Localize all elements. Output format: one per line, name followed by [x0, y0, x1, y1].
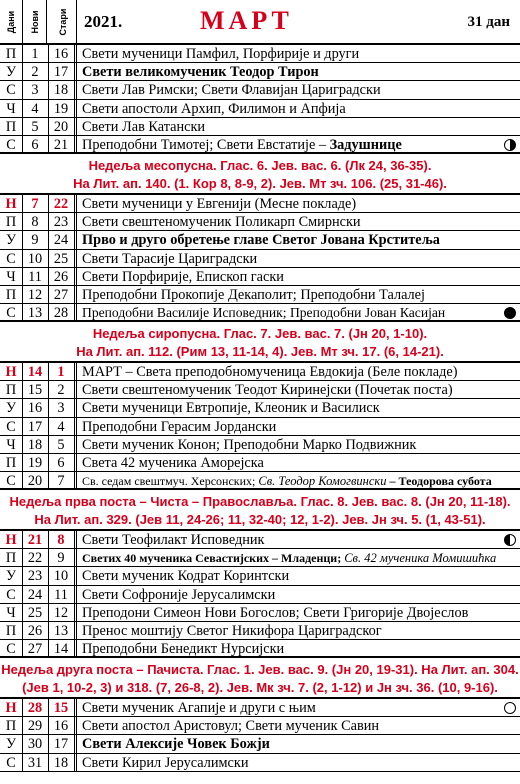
full-moon-icon: [504, 702, 516, 714]
new-date-cell: 17: [22, 418, 49, 435]
feast-text: – Теодорова субота: [386, 474, 492, 489]
feast-text: [82, 136, 500, 154]
feast-text: Свети Алексије Човек Божји: [82, 736, 270, 753]
feast-text: Свети апостоли Архип, Филимон и Апфија: [82, 100, 346, 117]
old-date-cell: 26: [48, 268, 77, 285]
weekday-cell: Ч: [0, 436, 23, 453]
old-date-cell: 27: [48, 286, 77, 303]
new-date-cell: 19: [22, 454, 49, 471]
day-row: [0, 472, 520, 490]
feast-text: Преподобни Прокопије Декаполит; Преподобни Талалеј: [82, 287, 425, 303]
day-row: [0, 250, 520, 268]
day-row: [0, 268, 520, 286]
month-title: МАРТ: [200, 6, 293, 35]
new-date-cell: 22: [22, 549, 49, 566]
day-row: [0, 100, 520, 118]
weekday-cell: С: [0, 640, 23, 656]
last-quarter-moon-icon: [504, 139, 516, 151]
new-date-cell: 28: [22, 699, 49, 716]
sunday-reading-band: [0, 491, 520, 531]
old-date-cell: 12: [48, 604, 77, 621]
weekday-cell: С: [0, 586, 23, 603]
feast-text: Прво и друго обретење главе Светог Јована Крститеља: [82, 232, 440, 249]
sunday-row: [0, 363, 520, 381]
old-date-cell: 16: [48, 45, 77, 62]
old-date-cell: 22: [48, 195, 77, 212]
new-date-cell: 15: [22, 381, 49, 398]
old-date-cell: 15: [48, 699, 77, 716]
weekday-cell: С: [0, 136, 23, 152]
old-date-cell: 25: [48, 250, 77, 267]
reading-line: Недеља сиропусна. Глас. 7. Јев. вас. 7. (Јн 20, 1-10).: [92, 325, 428, 341]
old-date-cell: 28: [48, 304, 77, 320]
new-date-cell: 26: [22, 622, 49, 639]
new-date-cell: 31: [22, 754, 49, 771]
old-date-cell: 17: [48, 63, 77, 80]
old-date-cell: 20: [48, 118, 77, 135]
feast-text: Свети свештеномученик Поликарп Смирнски: [82, 214, 361, 231]
reading-line: Недеља друга поста – Пачиста. Глас. 1. Јев. вас. 9. (Јн 20, 19-31). На Лит. ап. 304.: [1, 661, 519, 677]
feast-text: Задушнице: [329, 137, 402, 153]
reading-line: Недеља месопусна. Глас. 6. Јев. вас. 6. (Лк 24, 36-35).: [88, 157, 432, 173]
feast-text: МАРТ – Света преподобномученица Евдокија (Беле покладе): [82, 364, 458, 380]
weekday-cell: Ч: [0, 268, 23, 285]
weekday-cell: С: [0, 304, 23, 320]
weekday-cell: С: [0, 81, 23, 98]
header-new-col: [24, 0, 47, 43]
weekday-cell: У: [0, 399, 23, 416]
day-row: [0, 418, 520, 436]
old-date-cell: 6: [48, 454, 77, 471]
weekday-cell: П: [0, 45, 23, 62]
feast-text: Преподобни Тимотеј; Свети Евстатије –: [82, 137, 330, 153]
weekday-cell: П: [0, 717, 23, 734]
old-date-cell: 3: [48, 399, 77, 416]
reading-line: (Јев 1, 10-2, 3) и 318. (7, 26-8, 2). Јев. Мк зч. 7. (2, 1-12) и Јн зч. 36. (10, 9-16).: [22, 679, 498, 695]
feast-text: [82, 549, 500, 567]
new-date-cell: 16: [22, 399, 49, 416]
feast-text: Свети мученик Кодрат Коринтски: [82, 568, 290, 585]
new-date-cell: 2: [22, 63, 49, 80]
new-date-cell: 9: [22, 231, 49, 248]
new-date-cell: 27: [22, 640, 49, 656]
new-date-cell: 18: [22, 436, 49, 453]
day-row: [0, 63, 520, 81]
old-date-cell: 2: [48, 381, 77, 398]
old-date-cell: 5: [48, 436, 77, 453]
feast-text: Преподобни Василије Исповедник; Преподобни Јован Касијан: [82, 305, 446, 321]
old-date-cell: 13: [48, 622, 77, 639]
new-date-cell: 4: [22, 100, 49, 117]
old-date-cell: 18: [48, 81, 77, 98]
day-row: [0, 717, 520, 735]
header-label: Нови: [30, 9, 40, 34]
reading-line: На Лит. ап. 140. (1. Кор 8, 8-9, 2). Јев. Мт зч. 106. (25, 31-46).: [73, 175, 447, 191]
weekday-cell: С: [0, 472, 23, 488]
reading-line: На Лит. ап. 329. (Јев 11, 24-26; 11, 32-40; 12, 1-2). Јев. Јн зч. 5. (1, 43-51).: [34, 511, 486, 527]
sunday-reading-band: [0, 155, 520, 195]
day-row: [0, 454, 520, 472]
weekday-cell: С: [0, 250, 23, 267]
weekday-cell: П: [0, 454, 23, 471]
feast-text: Преподони Симеон Нови Богослов; Свети Григорије Двојеслов: [82, 604, 469, 621]
sunday-row: [0, 195, 520, 213]
header-old-col: [50, 0, 77, 43]
weekday-cell: П: [0, 286, 23, 303]
old-date-cell: 10: [48, 567, 77, 584]
new-date-cell: 24: [22, 586, 49, 603]
old-date-cell: 18: [48, 754, 77, 771]
feast-text: Светих 40 мученика Севастијских – Младенци;: [82, 551, 345, 566]
sunday-row: [0, 699, 520, 717]
day-row: [0, 604, 520, 622]
old-date-cell: 4: [48, 418, 77, 435]
new-date-cell: 30: [22, 735, 49, 752]
day-row: [0, 45, 520, 63]
day-row: [0, 381, 520, 399]
feast-text: Свети мученик Агапије и други с њим: [82, 700, 316, 716]
day-row: [0, 640, 520, 658]
days-count: 31 дан: [467, 14, 510, 30]
new-date-cell: 10: [22, 250, 49, 267]
day-row: [0, 136, 520, 154]
weekday-cell: П: [0, 213, 23, 230]
old-date-cell: 21: [48, 136, 77, 152]
new-date-cell: 20: [22, 472, 49, 488]
day-row: [0, 622, 520, 640]
day-row: [0, 81, 520, 99]
new-date-cell: 12: [22, 286, 49, 303]
old-date-cell: 8: [48, 531, 77, 548]
feast-text: Свети Лав Римски; Свети Флавијан Цариградски: [82, 82, 381, 99]
feast-text: Св. Теодор Комогвински: [258, 474, 387, 489]
new-date-cell: 14: [22, 363, 49, 380]
feast-text: Пренос моштију Светог Никифора Цариградског: [82, 623, 382, 639]
sunday-reading-band: [0, 659, 520, 699]
feast-text: Св. 42 мученика Момишићка: [344, 551, 497, 566]
feast-text: Свети апостол Аристовул; Свети мученик Савин: [82, 718, 380, 735]
weekday-cell: Ч: [0, 604, 23, 621]
weekday-cell: Н: [0, 195, 23, 212]
weekday-cell: Ч: [0, 100, 23, 117]
feast-text: Свети Порфирије, Епископ гаски: [82, 268, 284, 285]
day-row: [0, 754, 520, 772]
feast-text: Преподобни Герасим Јордански: [82, 418, 277, 435]
feast-text: Свети мученици Памфил, Порфирије и други: [82, 46, 360, 62]
new-date-cell: 23: [22, 567, 49, 584]
feast-text: Свети Софроније Јерусалимски: [82, 586, 276, 603]
day-row: [0, 304, 520, 322]
new-date-cell: 3: [22, 81, 49, 98]
feast-text: Свети великомученик Теодор Тирон: [82, 64, 319, 81]
old-date-cell: 9: [48, 549, 77, 566]
old-date-cell: 7: [48, 472, 77, 488]
old-date-cell: 1: [48, 363, 77, 380]
old-date-cell: 14: [48, 640, 77, 656]
weekday-cell: С: [0, 754, 23, 771]
day-row: [0, 586, 520, 604]
feast-text: Свети Тарасије Цариградски: [82, 250, 258, 267]
day-row: [0, 735, 520, 753]
day-row: [0, 567, 520, 585]
feast-text: Свети мученик Конон; Преподобни Марко Подвижник: [82, 436, 417, 453]
old-date-cell: 17: [48, 735, 77, 752]
day-row: [0, 436, 520, 454]
weekday-cell: Н: [0, 363, 23, 380]
old-date-cell: 19: [48, 100, 77, 117]
weekday-cell: П: [0, 549, 23, 566]
reading-line: Недеља прва поста – Чиста – Православља. Глас. 8. Јев. вас. 8. (Јн 20, 11-18).: [9, 493, 511, 509]
weekday-cell: У: [0, 735, 23, 752]
new-date-cell: 6: [22, 136, 49, 152]
day-row: [0, 399, 520, 417]
new-date-cell: 13: [22, 304, 49, 320]
weekday-cell: У: [0, 231, 23, 248]
feast-text: Свети свештеномученик Теодот Киринејски (Почетак поста): [82, 382, 453, 399]
day-row: [0, 231, 520, 249]
old-date-cell: 16: [48, 717, 77, 734]
feast-text: Св. седам свештмуч. Херсонских;: [82, 474, 259, 489]
day-row: [0, 213, 520, 231]
weekday-cell: У: [0, 567, 23, 584]
day-row: [0, 549, 520, 567]
new-date-cell: 11: [22, 268, 49, 285]
sunday-reading-band: [0, 323, 520, 363]
feast-text: Света 42 мученика Аморејска: [82, 455, 264, 471]
weekday-cell: Н: [0, 699, 23, 716]
old-date-cell: 24: [48, 231, 77, 248]
weekday-cell: П: [0, 381, 23, 398]
weekday-cell: Н: [0, 531, 23, 548]
header-label: Дани: [6, 10, 16, 33]
weekday-cell: П: [0, 118, 23, 135]
feast-text: Свети Кирил Јерусалимски: [82, 754, 249, 771]
feast-text: Свети мученици Евтропије, Клеоник и Василиск: [82, 400, 380, 417]
old-date-cell: 11: [48, 586, 77, 603]
new-date-cell: 1: [22, 45, 49, 62]
new-date-cell: 21: [22, 531, 49, 548]
sunday-row: [0, 531, 520, 549]
first-quarter-moon-icon: [504, 534, 516, 546]
new-moon-icon: [504, 307, 516, 319]
year: 2021.: [84, 12, 123, 31]
new-date-cell: 25: [22, 604, 49, 621]
feast-text: Преподобни Бенедикт Нурсијски: [82, 641, 285, 658]
new-date-cell: 29: [22, 717, 49, 734]
feast-text: Свети мученици у Евгенији (Месне покладе): [82, 196, 357, 212]
reading-line: На Лит. ап. 112. (Рим 13, 11-14, 4). Јев. Мт зч. 17. (6, 14-21).: [76, 343, 444, 359]
calendar-header: [0, 0, 520, 45]
day-row: [0, 118, 520, 136]
weekday-cell: П: [0, 622, 23, 639]
new-date-cell: 8: [22, 213, 49, 230]
new-date-cell: 7: [22, 195, 49, 212]
weekday-cell: С: [0, 418, 23, 435]
feast-text: [82, 472, 500, 490]
header-label: Стари: [58, 8, 68, 35]
old-date-cell: 23: [48, 213, 77, 230]
weekday-cell: У: [0, 63, 23, 80]
feast-text: Свети Лав Катански: [82, 118, 206, 135]
header-days-col: [0, 0, 23, 43]
day-row: [0, 286, 520, 304]
new-date-cell: 5: [22, 118, 49, 135]
feast-text: Свети Теофилакт Исповедник: [82, 532, 265, 548]
